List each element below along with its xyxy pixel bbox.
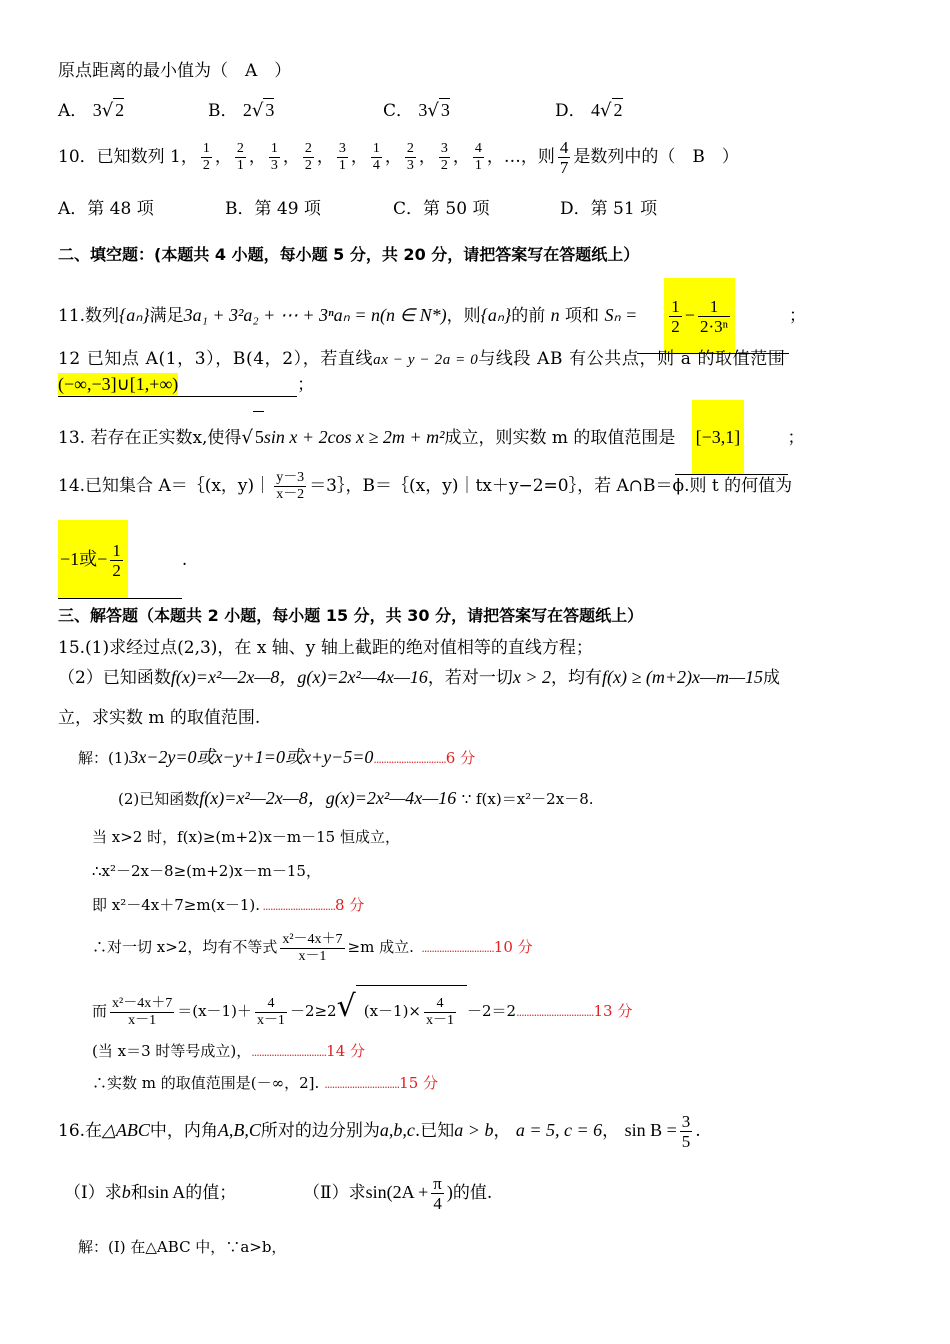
q16-parts: （Ⅰ）求b和sin A的值； （Ⅱ）求sin(2A + $\frac{\pi}{4}$ )的值. [64, 1174, 493, 1213]
q10-question: 10．已知数列 1， $\frac{1}{2}$ ， $\frac{2}{1}$ ， $\frac{1}{3}$ ， $\frac{2}{2}$ ， $\frac{3}{1}$ ， $\frac{1}{4}$ ， $\frac{2}{3}$ ， $\frac{3}{2}$ ， $\frac{4}{1}$ ，…，则 $\frac{4}{7}$ 是数列中的（ B ） [58, 138, 739, 177]
q10-term: $\frac{1}{4}$ [372, 141, 380, 173]
section-3-heading: 三、解答题（本题共 2 小题，每小题 15 分，共 30 分，请把答案写在答题纸上） [58, 606, 644, 625]
sol15-line7: 而 $\frac{\text{x²－4x＋7}}{x-1}$ ＝(x－1)＋ $\frac{4}{x-1}$ －2≥2√ (x－1)× $\frac{4}{x-1}$ －2＝2...............................13 分 [92, 982, 632, 1038]
q12-question: 12 已知点 A(1，3），B(4，2），若直线ax − y − 2a = 0与线段 AB 有公共点，则 a 的取值范围 [58, 349, 786, 369]
q11-answer: $\frac{1}{2}$ − $\frac{1}{\text{2·3ⁿ}}$ [664, 278, 735, 353]
q9-tail: 原点距离的最小值为（ A ） [58, 61, 292, 81]
q10-term: $\frac{2}{3}$ [406, 141, 414, 173]
sol15-line8: (当 x＝3 时等号成立)，..............................14 分 [92, 1042, 366, 1060]
q12-answer: (−∞,−3]∪[1,+∞) [58, 374, 179, 394]
sol15-line3: 当 x>2 时，f(x)≥(m+2)x－m－15 恒成立， [92, 828, 400, 846]
q12-answer-line: (−∞,−3]∪[1,+∞) ； [58, 374, 315, 395]
q14-question: 14.已知集合 A＝｛(x，y)｜ $\frac{y-3}{x-2}$ ＝3｝，B＝｛(x，y)｜tx＋y−2=0｝，若 A∩B＝ϕ.则 t 的何值为 [58, 470, 793, 502]
q10-term: $\frac{1}{2}$ [202, 141, 210, 173]
section-2-heading: 二、填空题：(本题共 4 小题，每小题 5 分，共 20 分，请把答案写在答题纸上） [58, 245, 640, 264]
sol15-line9: ∴实数 m 的取值范围是(－∞，2]. ..............................15 分 [92, 1074, 439, 1092]
q10-term: $\frac{3}{2}$ [440, 141, 448, 173]
q10-term: $\frac{3}{1}$ [338, 141, 346, 173]
q15-part1: 15.(1)求经过点(2,3)，在 x 轴、y 轴上截距的绝对值相等的直线方程； [58, 638, 593, 658]
q11: 11.数列{aₙ}满足3a₁ + 3²a₂ + ⋯ + 3ⁿaₙ = n(n ∈ N*)，则{aₙ}的前 n 项和 Sₙ = $\frac{1}{2}$ − $\frac{1}{\text{2·3ⁿ}}$ ； [58, 278, 806, 354]
sol15-line2: (2)已知函数f(x)=x²—2x—8，g(x)=2x²—4x—16 ∵ f(x)＝x²－2x－8. [118, 788, 594, 808]
q16-solution-start: 解：(Ⅰ) 在△ABC 中，∵a>b， [78, 1238, 287, 1256]
q14-answer: −1或− $\frac{1}{2}$ [58, 520, 128, 598]
q15-part2: （2）已知函数f(x)=x²—2x—8，g(x)=2x²—4x—16，若对一切x > 2，均有f(x) ≥ (m+2)x—m—15成 [58, 667, 780, 688]
q14-answer-line: −1或− $\frac{1}{2}$ . [58, 520, 187, 599]
sol15-line1: 解：(1)3x−2y=0或x−y+1=0或x+y−5=0.............................6 分 [78, 747, 476, 767]
q10-term: $\frac{2}{2}$ [304, 141, 312, 173]
sol15-line6: ∴对一切 x>2，均有不等式 $\frac{\text{x²－4x＋7}}{x-1}$ ≥m 成立. .............................10 分 [92, 931, 533, 964]
q10-term: $\frac{2}{1}$ [236, 141, 244, 173]
sol15-line4: ∴x²－2x－8≥(m+2)x－m－15， [92, 862, 321, 880]
q13-answer: [−3,1] [692, 400, 745, 474]
q10-term: $\frac{1}{3}$ [270, 141, 278, 173]
q16-question: 16.在△ABC中，内角A,B,C所对的边分别为a,b,c.已知a > b， a = 5, c = 6， sin B = $\frac{3}{5}$ . [58, 1112, 701, 1151]
sol15-line5: 即 x²－4x＋7≥m(x－1). .............................8 分 [92, 896, 365, 914]
q10-term: $\frac{4}{1}$ [474, 141, 482, 173]
q15-part2-end: 立，求实数 m 的取值范围. [58, 708, 261, 728]
q13: 13. 若存在正实数x,使得√ 5sin x + 2cos x ≥ 2m + m²成立，则实数 m 的取值范围是 [−3,1] ； [58, 400, 805, 475]
